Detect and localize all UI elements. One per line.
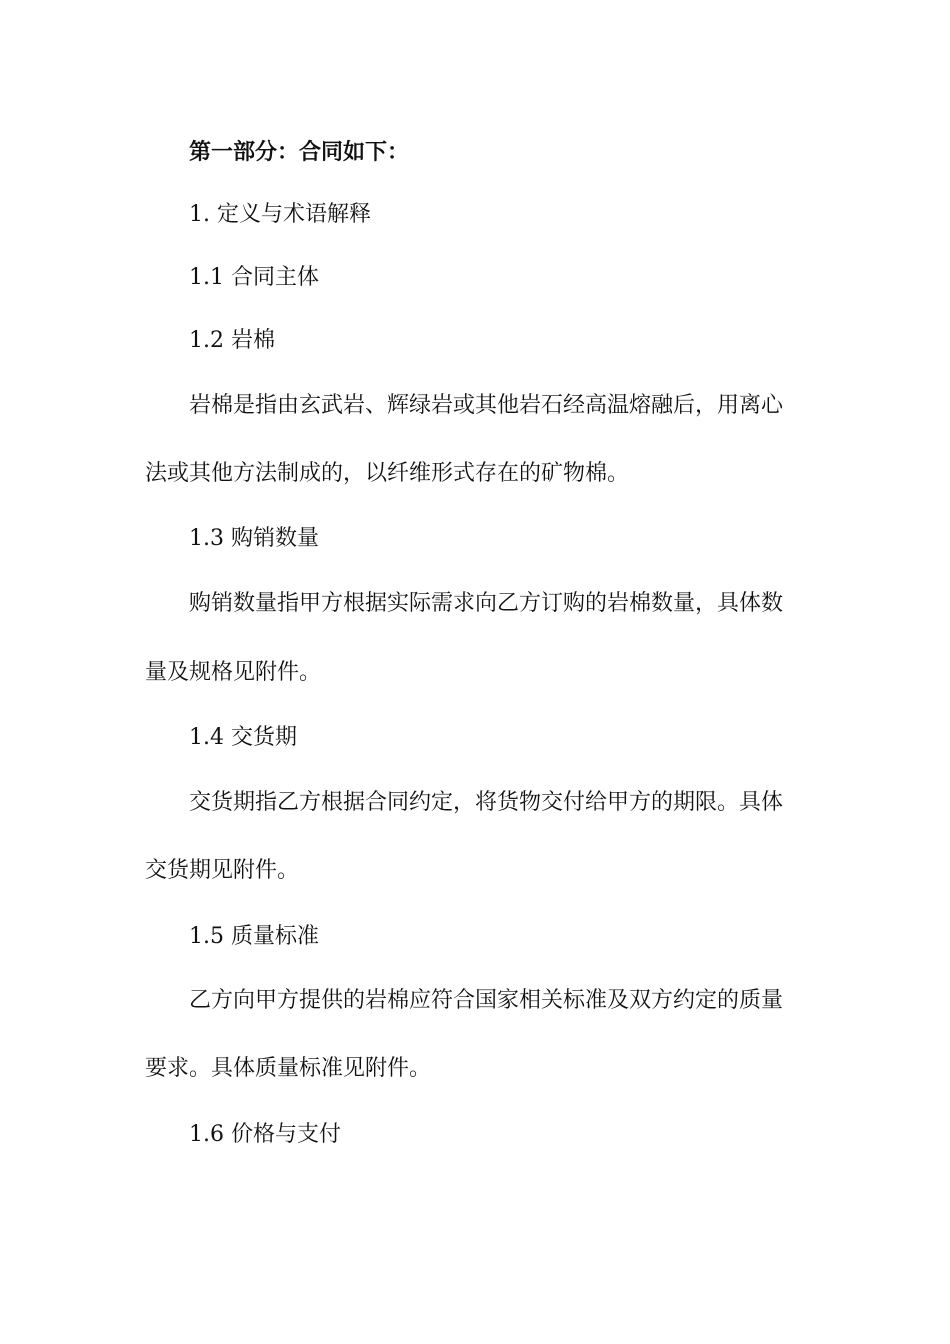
section-1-2-body-line-1: 岩棉是指由玄武岩、辉绿岩或其他岩石经高温熔融后，用离心 xyxy=(189,393,784,418)
section-1-4-body-line-1: 交货期指乙方根据合同约定，将货物交付给甲方的期限。具体 xyxy=(189,790,784,815)
part-heading: 第一部分：合同如下： xyxy=(189,139,410,165)
section-1-1-heading: 1.1 合同主体 xyxy=(189,265,319,290)
section-1-2-body-line-2: 法或其他方法制成的，以纤维形式存在的矿物棉。 xyxy=(145,461,630,486)
section-1-4-heading: 1.4 交货期 xyxy=(189,725,297,750)
section-1-3-body-line-2: 量及规格见附件。 xyxy=(145,660,322,685)
section-1-3-heading: 1.3 购销数量 xyxy=(189,526,319,551)
section-1-5-body-line-1: 乙方向甲方提供的岩棉应符合国家相关标准及双方约定的质量 xyxy=(189,988,784,1013)
section-1-5-body-line-2: 要求。具体质量标准见附件。 xyxy=(145,1056,432,1081)
section-1-4-body-line-2: 交货期见附件。 xyxy=(145,858,300,883)
section-1-2-heading: 1.2 岩棉 xyxy=(189,328,275,353)
section-1-5-heading: 1.5 质量标准 xyxy=(189,924,319,949)
section-1-6-heading: 1.6 价格与支付 xyxy=(189,1122,341,1147)
section-1-3-body-line-1: 购销数量指甲方根据实际需求向乙方订购的岩棉数量，具体数 xyxy=(189,591,784,616)
section-1-heading: 1. 定义与术语解释 xyxy=(189,202,371,227)
